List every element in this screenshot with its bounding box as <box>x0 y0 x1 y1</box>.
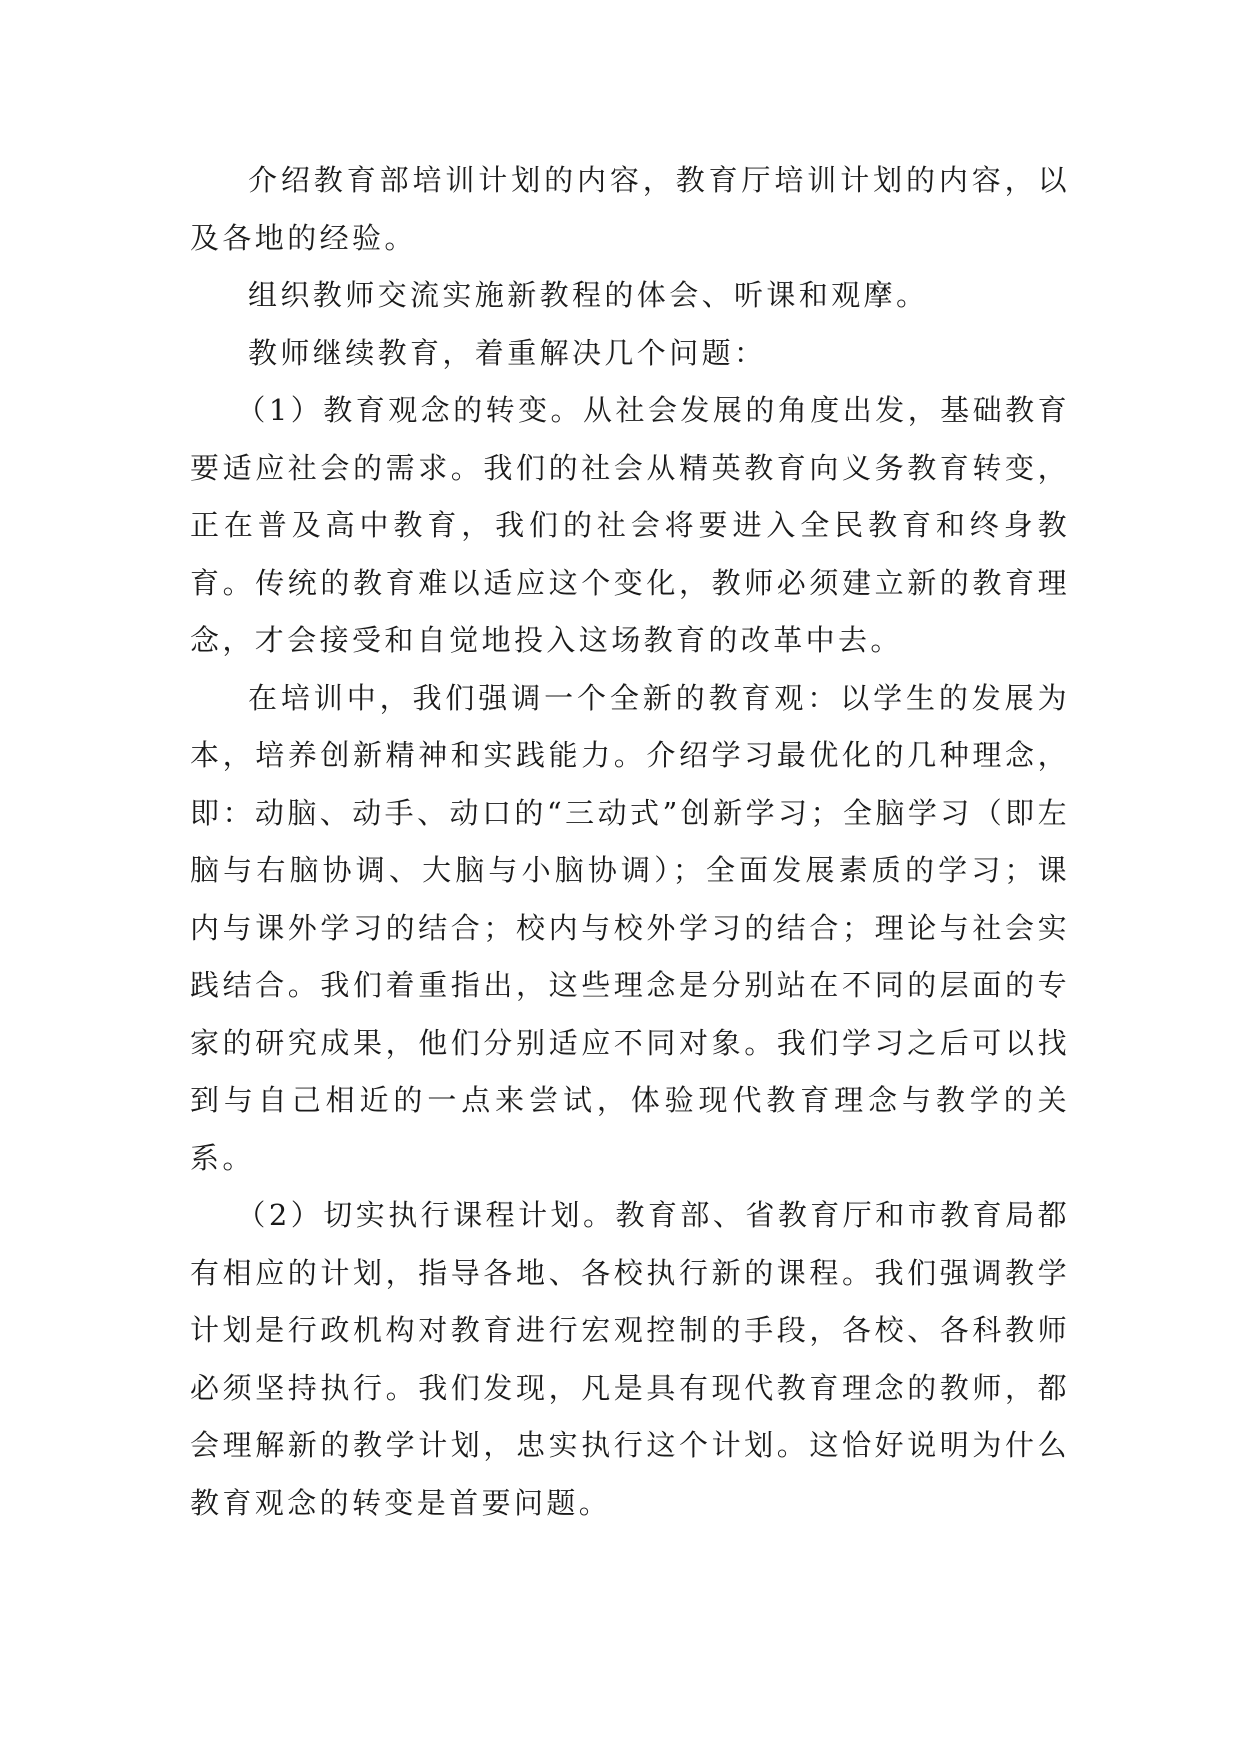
paragraph-continuing-education: 教师继续教育，着重解决几个问题： <box>248 335 767 370</box>
paragraph-item-1-concept-change: （1）教育观念的转变。从社会发展的角度出发，基础教育要适应社会的需求。我们的社会从精英教育向义务教育转变，正在普及高中教育，我们的社会将要进入全民教育和终身教育。传统的教育难以适应这个变化，教师必须建立新的教育理念，才会接受和自觉地投入这场教育的改革中去。 <box>190 393 1070 657</box>
paragraph-teacher-exchange: 组织教师交流实施新教程的体会、听课和观摩。 <box>248 278 929 312</box>
paragraph-new-education-view: 在培训中，我们强调一个全新的教育观：以学生的发展为本，培养创新精神和实践能力。介绍学习最优化的几种理念，即：动脑、动手、动口的“三动式”创新学习；全脑学习（即左脑与右脑协调、大脑与小脑协调）；全面发展素质的学习；课内与课外学习的结合；校内与校外学习的结合；理论与社会实践结合。我们着重指出，这些理念是分别站在不同的层面的专家的研究成果，他们分别适应不同对象。我们学习之后可以找到与自己相近的一点来尝试，体验现代教育理念与教学的关系。 <box>190 680 1070 1175</box>
paragraph-item-2-curriculum-plan: （2）切实执行课程计划。教育部、省教育厅和市教育局都有相应的计划，指导各地、各校执行新的课程。我们强调教学计划是行政机构对教育进行宏观控制的手段，各校、各科教师必须坚持执行。我们发现，凡是具有现代教育理念的教师，都会理解新的教学计划，忠实执行这个计划。这恰好说明为什么教育观念的转变是首要问题。 <box>190 1198 1070 1520</box>
paragraph-training-plans: 介绍教育部培训计划的内容，教育厅培训计划的内容，以及各地的经验。 <box>190 163 1070 255</box>
document-body <box>190 152 1070 1532</box>
